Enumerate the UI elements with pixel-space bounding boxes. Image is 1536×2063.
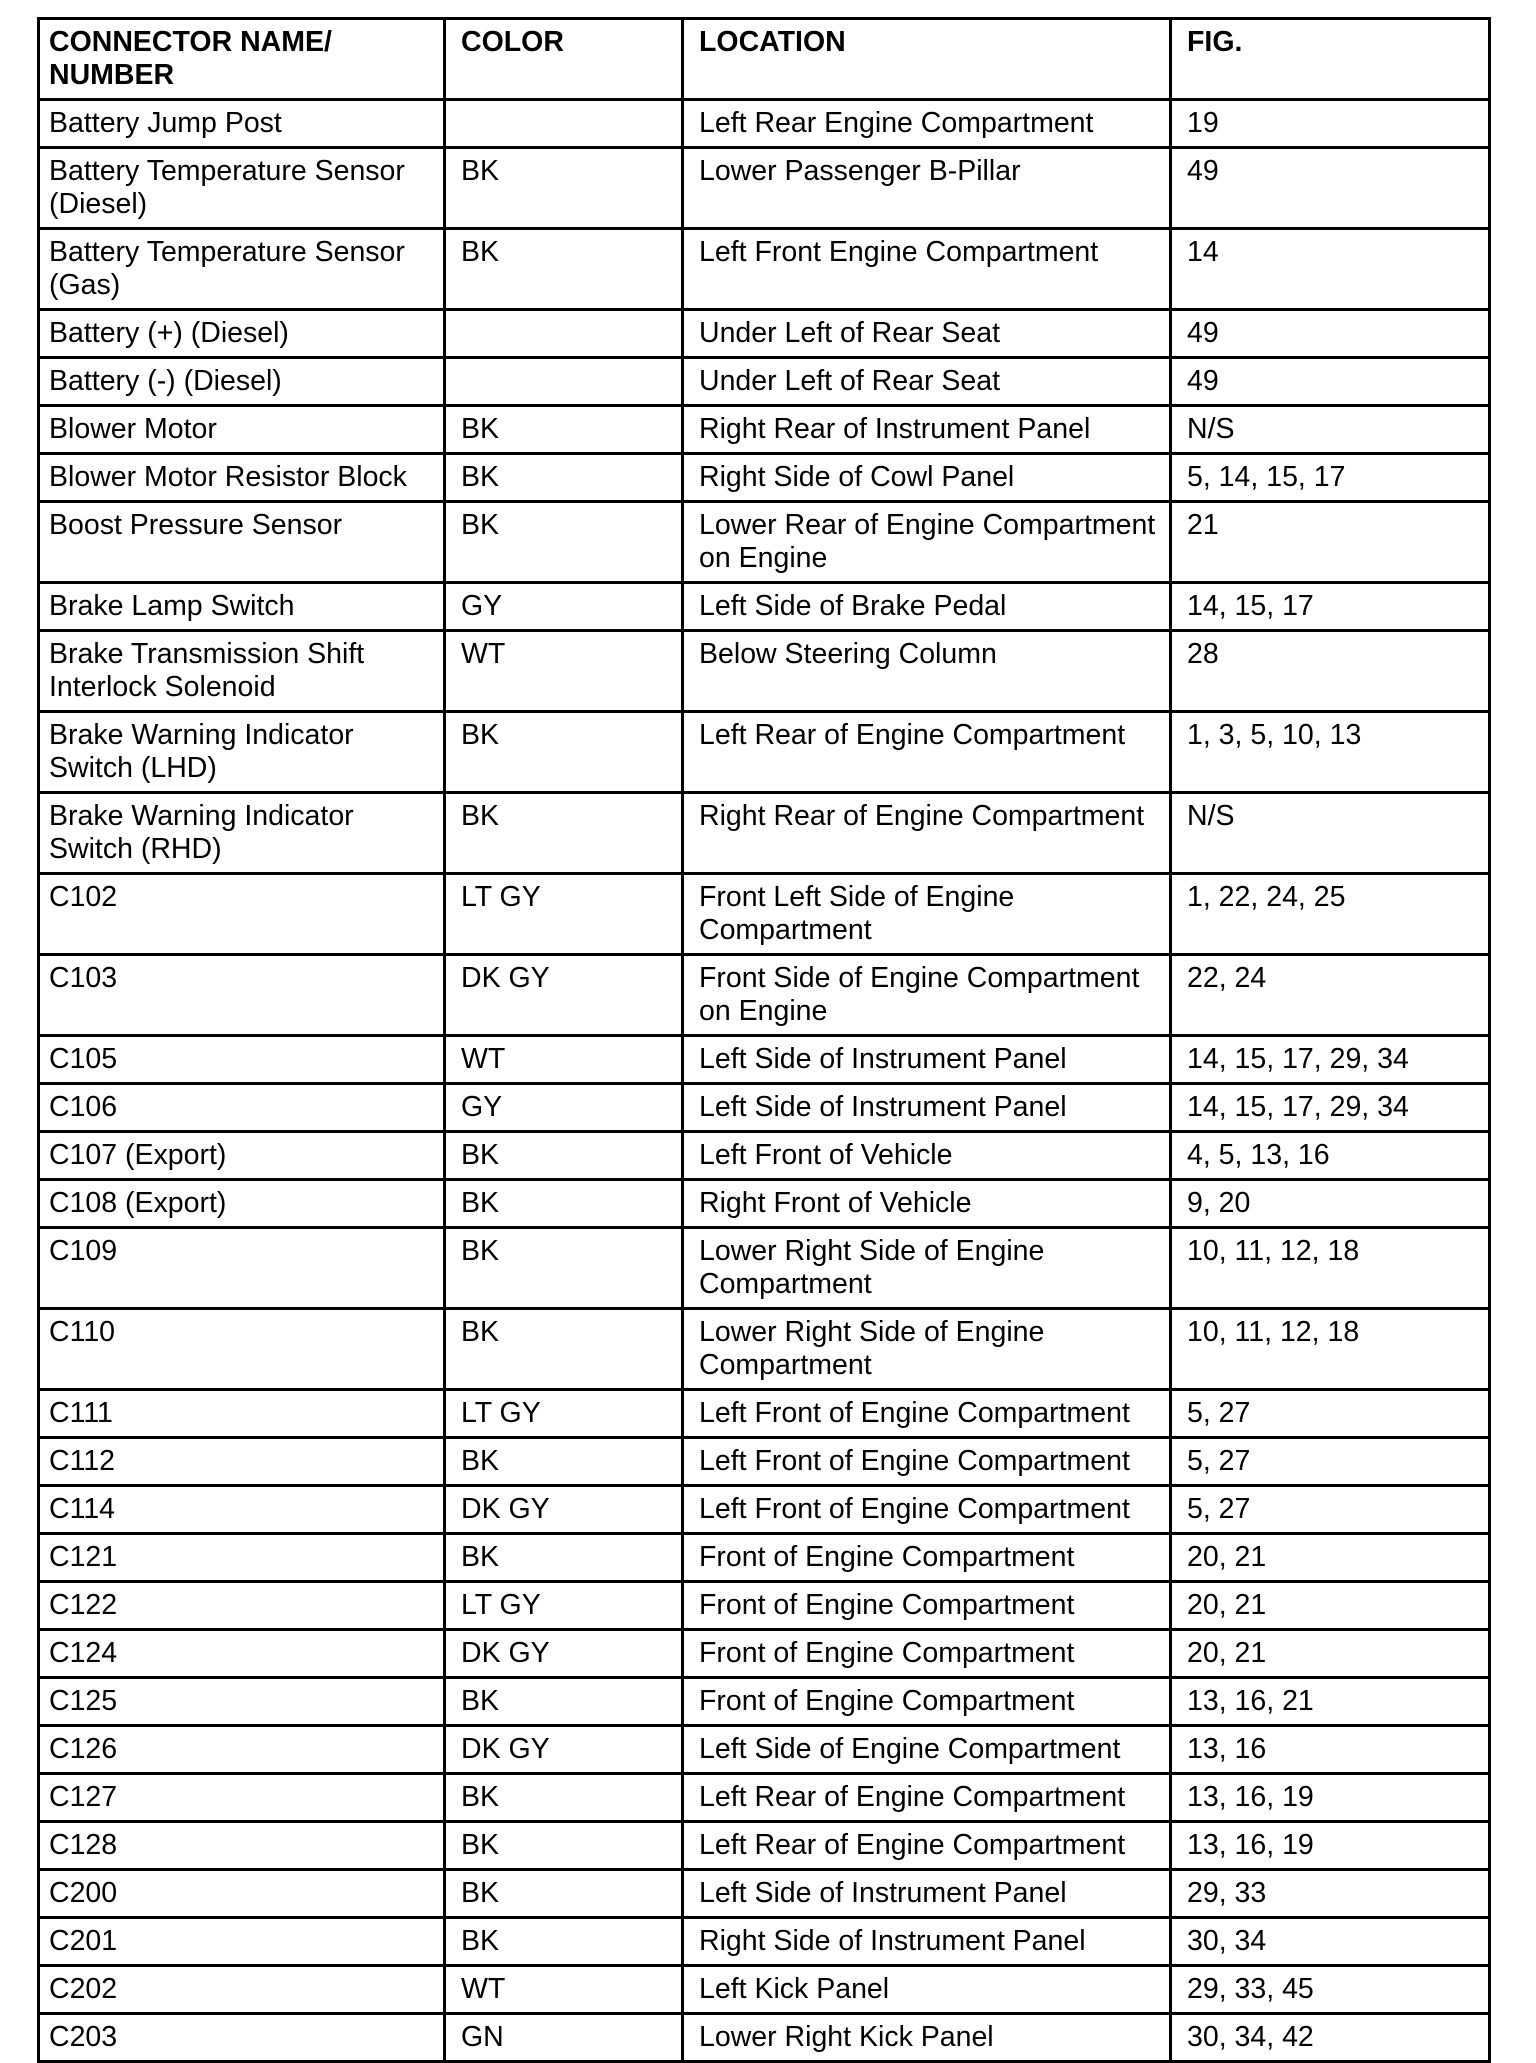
table-row bbox=[39, 1438, 1490, 1486]
color-cell: WT bbox=[445, 631, 683, 712]
header-fig: FIG. bbox=[1171, 19, 1490, 100]
color-cell: BK bbox=[445, 1774, 683, 1822]
fig-cell: 14, 15, 17 bbox=[1171, 583, 1490, 631]
location-cell: Below Steering Column bbox=[683, 631, 1171, 712]
location-cell: Left Side of Instrument Panel bbox=[683, 1036, 1171, 1084]
color-cell: BK bbox=[445, 148, 683, 229]
fig-cell: 1, 22, 24, 25 bbox=[1171, 874, 1490, 955]
location-cell: Left Front of Engine Compartment bbox=[683, 1438, 1171, 1486]
table-row bbox=[39, 1180, 1490, 1228]
connector-name-cell: C202 bbox=[39, 1966, 445, 2014]
fig-cell: N/S bbox=[1171, 406, 1490, 454]
table-row bbox=[39, 1036, 1490, 1084]
connector-name-cell: C108 (Export) bbox=[39, 1180, 445, 1228]
table-row bbox=[39, 793, 1490, 874]
fig-cell: 13, 16, 19 bbox=[1171, 1774, 1490, 1822]
connector-name-cell: Blower Motor Resistor Block bbox=[39, 454, 445, 502]
color-cell: WT bbox=[445, 1036, 683, 1084]
location-cell: Left Front of Engine Compartment bbox=[683, 1390, 1171, 1438]
table-row bbox=[39, 1678, 1490, 1726]
color-cell: GY bbox=[445, 583, 683, 631]
connector-name-cell: C111 bbox=[39, 1390, 445, 1438]
location-cell: Right Front of Vehicle bbox=[683, 1180, 1171, 1228]
location-cell: Right Side of Instrument Panel bbox=[683, 1918, 1171, 1966]
header-row bbox=[39, 19, 1490, 100]
table-row bbox=[39, 454, 1490, 502]
color-cell: BK bbox=[445, 793, 683, 874]
header-color: COLOR bbox=[445, 19, 683, 100]
fig-cell: 14, 15, 17, 29, 34 bbox=[1171, 1036, 1490, 1084]
connector-name-cell: C112 bbox=[39, 1438, 445, 1486]
fig-cell: 49 bbox=[1171, 310, 1490, 358]
location-cell: Left Front of Vehicle bbox=[683, 1132, 1171, 1180]
connector-name-cell: C121 bbox=[39, 1534, 445, 1582]
fig-cell: 9, 20 bbox=[1171, 1180, 1490, 1228]
location-cell: Left Kick Panel bbox=[683, 1966, 1171, 2014]
fig-cell: 30, 34, 42 bbox=[1171, 2014, 1490, 2062]
connector-name-cell: Battery (+) (Diesel) bbox=[39, 310, 445, 358]
color-cell: LT GY bbox=[445, 1390, 683, 1438]
table-row bbox=[39, 148, 1490, 229]
table-row bbox=[39, 502, 1490, 583]
color-cell: DK GY bbox=[445, 1486, 683, 1534]
connector-name-cell: Battery Temperature Sensor (Diesel) bbox=[39, 148, 445, 229]
table-row bbox=[39, 1228, 1490, 1309]
color-cell: BK bbox=[445, 1870, 683, 1918]
location-cell: Left Rear of Engine Compartment bbox=[683, 1822, 1171, 1870]
table-row bbox=[39, 229, 1490, 310]
table-row bbox=[39, 631, 1490, 712]
fig-cell: 49 bbox=[1171, 358, 1490, 406]
fig-cell: 5, 27 bbox=[1171, 1486, 1490, 1534]
color-cell: GY bbox=[445, 1084, 683, 1132]
table-row bbox=[39, 1630, 1490, 1678]
header-connector-name: CONNECTOR NAME/ NUMBER bbox=[39, 19, 445, 100]
connector-name-cell: C102 bbox=[39, 874, 445, 955]
table-row bbox=[39, 310, 1490, 358]
location-cell: Front of Engine Compartment bbox=[683, 1534, 1171, 1582]
table-row bbox=[39, 1084, 1490, 1132]
connector-name-cell: C106 bbox=[39, 1084, 445, 1132]
color-cell: DK GY bbox=[445, 955, 683, 1036]
location-cell: Lower Right Kick Panel bbox=[683, 2014, 1171, 2062]
table-row bbox=[39, 1486, 1490, 1534]
table-row bbox=[39, 100, 1490, 148]
table-row bbox=[39, 712, 1490, 793]
color-cell: WT bbox=[445, 1966, 683, 2014]
fig-cell: 5, 27 bbox=[1171, 1390, 1490, 1438]
location-cell: Lower Passenger B-Pillar bbox=[683, 148, 1171, 229]
fig-cell: 10, 11, 12, 18 bbox=[1171, 1309, 1490, 1390]
location-cell: Left Rear of Engine Compartment bbox=[683, 712, 1171, 793]
color-cell: LT GY bbox=[445, 874, 683, 955]
color-cell: BK bbox=[445, 229, 683, 310]
fig-cell: N/S bbox=[1171, 793, 1490, 874]
location-cell: Right Side of Cowl Panel bbox=[683, 454, 1171, 502]
fig-cell: 1, 3, 5, 10, 13 bbox=[1171, 712, 1490, 793]
fig-cell: 19 bbox=[1171, 100, 1490, 148]
connector-name-cell: Blower Motor bbox=[39, 406, 445, 454]
fig-cell: 5, 27 bbox=[1171, 1438, 1490, 1486]
fig-cell: 13, 16, 21 bbox=[1171, 1678, 1490, 1726]
fig-cell: 14, 15, 17, 29, 34 bbox=[1171, 1084, 1490, 1132]
location-cell: Front Left Side of Engine Compartment bbox=[683, 874, 1171, 955]
table-row bbox=[39, 1870, 1490, 1918]
location-cell: Lower Right Side of Engine Compartment bbox=[683, 1228, 1171, 1309]
location-cell: Front of Engine Compartment bbox=[683, 1630, 1171, 1678]
connector-name-cell: C109 bbox=[39, 1228, 445, 1309]
table-row bbox=[39, 1774, 1490, 1822]
fig-cell: 20, 21 bbox=[1171, 1534, 1490, 1582]
table-row bbox=[39, 2014, 1490, 2062]
color-cell: BK bbox=[445, 406, 683, 454]
fig-cell: 13, 16, 19 bbox=[1171, 1822, 1490, 1870]
connector-name-cell: C127 bbox=[39, 1774, 445, 1822]
connector-name-cell: C126 bbox=[39, 1726, 445, 1774]
location-cell: Left Side of Brake Pedal bbox=[683, 583, 1171, 631]
location-cell: Left Side of Engine Compartment bbox=[683, 1726, 1171, 1774]
color-cell bbox=[445, 310, 683, 358]
connector-name-cell: C128 bbox=[39, 1822, 445, 1870]
table-row bbox=[39, 1966, 1490, 2014]
location-cell: Front of Engine Compartment bbox=[683, 1582, 1171, 1630]
connector-name-cell: C125 bbox=[39, 1678, 445, 1726]
table-row bbox=[39, 1582, 1490, 1630]
table-row bbox=[39, 406, 1490, 454]
connector-name-cell: Brake Warning Indicator Switch (RHD) bbox=[39, 793, 445, 874]
location-cell: Front Side of Engine Compartment on Engine bbox=[683, 955, 1171, 1036]
connector-name-cell: C110 bbox=[39, 1309, 445, 1390]
connector-name-cell: Brake Lamp Switch bbox=[39, 583, 445, 631]
connector-name-cell: Boost Pressure Sensor bbox=[39, 502, 445, 583]
fig-cell: 13, 16 bbox=[1171, 1726, 1490, 1774]
connector-name-cell: Battery Jump Post bbox=[39, 100, 445, 148]
fig-cell: 28 bbox=[1171, 631, 1490, 712]
fig-cell: 10, 11, 12, 18 bbox=[1171, 1228, 1490, 1309]
fig-cell: 20, 21 bbox=[1171, 1630, 1490, 1678]
location-cell: Left Rear Engine Compartment bbox=[683, 100, 1171, 148]
location-cell: Right Rear of Engine Compartment bbox=[683, 793, 1171, 874]
location-cell: Lower Right Side of Engine Compartment bbox=[683, 1309, 1171, 1390]
fig-cell: 14 bbox=[1171, 229, 1490, 310]
fig-cell: 29, 33, 45 bbox=[1171, 1966, 1490, 2014]
connector-name-cell: C105 bbox=[39, 1036, 445, 1084]
color-cell: BK bbox=[445, 712, 683, 793]
table-row bbox=[39, 358, 1490, 406]
color-cell: BK bbox=[445, 1228, 683, 1309]
table-row bbox=[39, 1534, 1490, 1582]
location-cell: Left Rear of Engine Compartment bbox=[683, 1774, 1171, 1822]
color-cell bbox=[445, 358, 683, 406]
connector-name-cell: C122 bbox=[39, 1582, 445, 1630]
connector-name-cell: C203 bbox=[39, 2014, 445, 2062]
color-cell: BK bbox=[445, 1438, 683, 1486]
color-cell: BK bbox=[445, 1534, 683, 1582]
color-cell: DK GY bbox=[445, 1726, 683, 1774]
location-cell: Left Side of Instrument Panel bbox=[683, 1870, 1171, 1918]
color-cell: BK bbox=[445, 1132, 683, 1180]
connector-name-cell: C107 (Export) bbox=[39, 1132, 445, 1180]
color-cell bbox=[445, 100, 683, 148]
connector-name-cell: C201 bbox=[39, 1918, 445, 1966]
location-cell: Left Front of Engine Compartment bbox=[683, 1486, 1171, 1534]
fig-cell: 21 bbox=[1171, 502, 1490, 583]
location-cell: Lower Rear of Engine Compartment on Engine bbox=[683, 502, 1171, 583]
fig-cell: 49 bbox=[1171, 148, 1490, 229]
location-cell: Right Rear of Instrument Panel bbox=[683, 406, 1171, 454]
fig-cell: 5, 14, 15, 17 bbox=[1171, 454, 1490, 502]
connector-table bbox=[37, 17, 1491, 2063]
header-location: LOCATION bbox=[683, 19, 1171, 100]
color-cell: BK bbox=[445, 1918, 683, 1966]
color-cell: DK GY bbox=[445, 1630, 683, 1678]
table-row bbox=[39, 874, 1490, 955]
fig-cell: 4, 5, 13, 16 bbox=[1171, 1132, 1490, 1180]
fig-cell: 22, 24 bbox=[1171, 955, 1490, 1036]
table-row bbox=[39, 1726, 1490, 1774]
connector-name-cell: C114 bbox=[39, 1486, 445, 1534]
table-body bbox=[39, 100, 1490, 2062]
color-cell: BK bbox=[445, 502, 683, 583]
color-cell: BK bbox=[445, 454, 683, 502]
location-cell: Front of Engine Compartment bbox=[683, 1678, 1171, 1726]
color-cell: BK bbox=[445, 1678, 683, 1726]
table-row bbox=[39, 1822, 1490, 1870]
connector-name-cell: Battery (-) (Diesel) bbox=[39, 358, 445, 406]
location-cell: Left Front Engine Compartment bbox=[683, 229, 1171, 310]
color-cell: BK bbox=[445, 1180, 683, 1228]
connector-name-cell: Brake Transmission Shift Interlock Solenoid bbox=[39, 631, 445, 712]
fig-cell: 30, 34 bbox=[1171, 1918, 1490, 1966]
connector-name-cell: Battery Temperature Sensor (Gas) bbox=[39, 229, 445, 310]
connector-name-cell: Brake Warning Indicator Switch (LHD) bbox=[39, 712, 445, 793]
color-cell: LT GY bbox=[445, 1582, 683, 1630]
table-row bbox=[39, 1132, 1490, 1180]
connector-name-cell: C103 bbox=[39, 955, 445, 1036]
table-row bbox=[39, 955, 1490, 1036]
table-row bbox=[39, 1918, 1490, 1966]
fig-cell: 20, 21 bbox=[1171, 1582, 1490, 1630]
table-row bbox=[39, 1309, 1490, 1390]
color-cell: GN bbox=[445, 2014, 683, 2062]
location-cell: Left Side of Instrument Panel bbox=[683, 1084, 1171, 1132]
color-cell: BK bbox=[445, 1822, 683, 1870]
color-cell: BK bbox=[445, 1309, 683, 1390]
location-cell: Under Left of Rear Seat bbox=[683, 310, 1171, 358]
table-row bbox=[39, 1390, 1490, 1438]
connector-name-cell: C200 bbox=[39, 1870, 445, 1918]
fig-cell: 29, 33 bbox=[1171, 1870, 1490, 1918]
connector-name-cell: C124 bbox=[39, 1630, 445, 1678]
table-row bbox=[39, 583, 1490, 631]
location-cell: Under Left of Rear Seat bbox=[683, 358, 1171, 406]
